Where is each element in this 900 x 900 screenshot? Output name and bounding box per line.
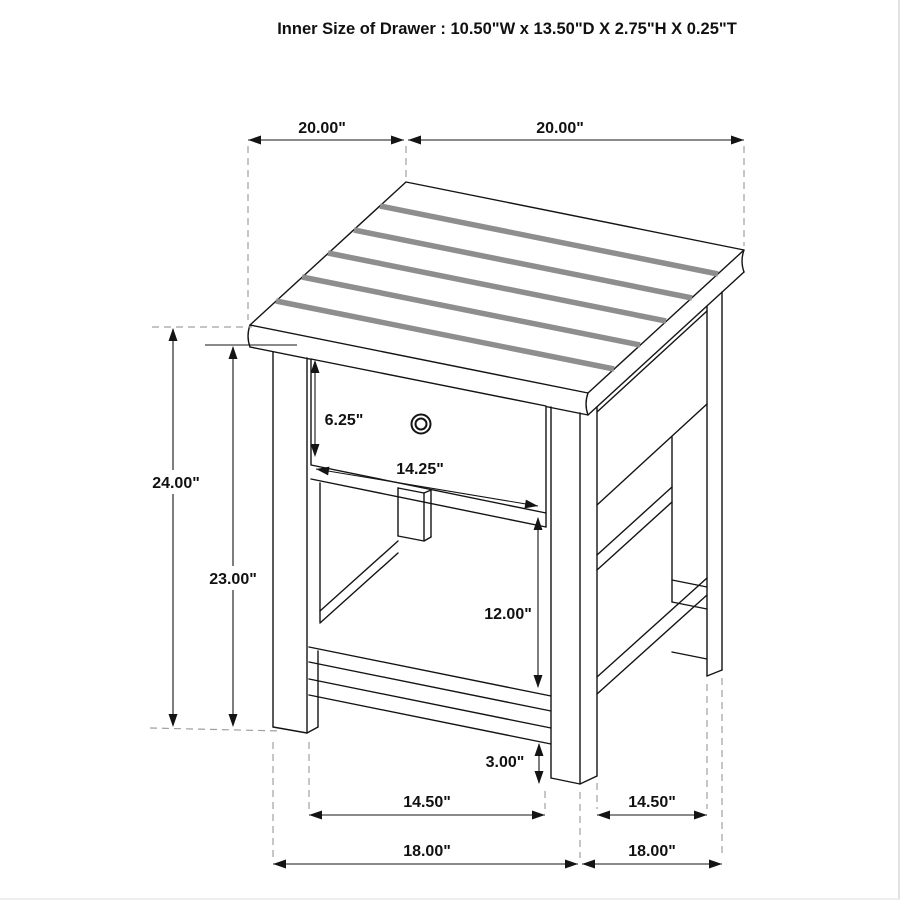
table-drawing [248, 182, 744, 784]
dim-outer-span-side-label: 18.00" [628, 843, 676, 860]
dim-stretcher-floor-label: 3.00" [485, 754, 525, 771]
dim-under-top-height-label: 23.00" [209, 571, 257, 588]
dim-outer-span-front-label: 18.00" [403, 843, 451, 860]
diagram-title: Inner Size of Drawer : 10.50"W x 13.50"D X 2.75"H X 0.25"T [277, 20, 737, 38]
dim-inner-span-side-label: 14.50" [628, 794, 676, 811]
front-right-leg [551, 407, 597, 784]
dim-overall-height-label: 24.00" [152, 475, 200, 492]
dim-drawer-height-label: 6.25" [324, 412, 364, 429]
shelf-front-edge [309, 647, 551, 711]
dim-drawer-width-label: 14.25" [396, 461, 444, 478]
back-right-leg [707, 292, 722, 676]
dim-shelf-clearance-label: 12.00" [484, 606, 532, 623]
dim-top-width-left-label: 20.00" [298, 120, 346, 137]
dim-inner-span-front-label: 14.50" [403, 794, 451, 811]
dim-top-width-right-label: 20.00" [536, 120, 584, 137]
back-left-post [320, 488, 431, 623]
tabletop-plank-stripes [276, 206, 718, 369]
